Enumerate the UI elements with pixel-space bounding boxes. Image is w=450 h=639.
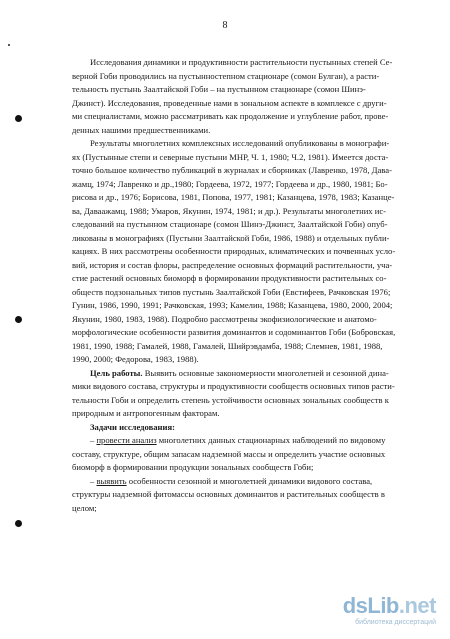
text-line: вий, история и состав флоры, распределение основных формаций растительности, уча-	[72, 259, 393, 270]
text-line: денных нашими предшественниками.	[72, 124, 211, 135]
binder-hole-top	[15, 115, 22, 122]
text-line	[72, 367, 396, 381]
text-line: составу, структуре, общим запасам надземной массы и определить участие основных	[72, 448, 386, 459]
paragraph-intro	[72, 56, 396, 137]
paragraph-publications	[72, 137, 396, 367]
text-line: целом;	[72, 502, 97, 513]
text-line: мики видового состава, структуры и продуктивности сообществ основных типов расти-	[72, 381, 395, 391]
text-line: верной Гоби проводились на пустынностепном стационаре (сомон Булган), а расти-	[72, 70, 380, 81]
watermark-logo-domain: .net	[398, 593, 436, 618]
watermark-logo	[343, 595, 436, 617]
watermark-subtitle: библиотека диссертаций	[355, 619, 436, 626]
task-dash: –	[90, 435, 97, 445]
scan-speck	[8, 44, 10, 46]
text-line: Якунин, 1980, 1983, 1988). Подробно рассмотрены экофизиологические и анатомо-	[72, 313, 377, 324]
task-verb: провести анализ	[96, 435, 157, 445]
task-verb: выявить	[96, 475, 127, 486]
task-text: многолетних данных стационарных наблюдений по видовому	[156, 435, 386, 445]
paragraph-goal	[72, 367, 396, 421]
text-line: структуры надземной фитомассы основных доминантов и растительных сообществ в	[72, 489, 385, 499]
text-line: Гунин, 1986, 1990, 1991; Рачковская, 1993; Камелин, 1988; Казанцева, 1980, 2000, 2004;	[72, 300, 393, 310]
text-line: Исследования динамики и продуктивности растительности пустынных степей Се-	[90, 57, 393, 67]
text-line: жамц, 1974; Лавренко и др.,1980; Гордеева, 1972, 1977; Гордеева и др., 1980, 1981; Бо-	[72, 178, 388, 189]
body-text	[72, 56, 396, 515]
page-number: 8	[222, 20, 228, 31]
text-line: тельности Гоби и определить степень устойчивости основных зональных сообществ к	[72, 394, 389, 405]
text-line: обществ подзональных типов пустынь Заалтайской Гоби (Евстифеев, Рачковская 1976;	[72, 286, 391, 297]
task-dash: –	[90, 475, 97, 486]
dslib-watermark	[340, 595, 436, 631]
text-line: рисова и др., 1976; Борисова, 1981, Попова, 1977, 1981; Казанцева, 1978, 1983; Казанце-	[72, 192, 395, 202]
text-line: ликованы в монографиях (Пустыни Заалтайской Гоби, 1986, 1988) и отдельных публи-	[72, 232, 390, 243]
text-line: 1981, 1990, 1988; Гамалей, 1988, Гамалей, Шийрэвдамба, 1988; Слемнев, 1981, 1988,	[72, 340, 383, 351]
task-item	[72, 434, 396, 448]
task-text: особенности сезонной и многолетней динамики видового состава,	[126, 475, 373, 486]
text-line: 1990, 2000; Федорова, 1983, 1988).	[72, 354, 199, 364]
text-line: биоморф в формировании продукции зональных сообществ Гоби;	[72, 462, 314, 472]
tasks-section	[72, 421, 396, 516]
text-line: морфологические особенности развития доминантов и содоминантов Гоби (Бобровская,	[72, 327, 396, 337]
task-item	[72, 475, 396, 489]
text-line: следований на пустынном стационаре (сомон Шинэ-Джинст, Заалтайской Гоби) опуб-	[72, 219, 388, 229]
text-line: стие растений основных биоморф в формировании продуктивности растительных со-	[72, 273, 387, 283]
goal-label: Цель работы.	[90, 367, 143, 378]
text-line: Результаты многолетних комплексных исследований опубликованы в монографи-	[90, 138, 390, 148]
text-line: природным и антропогенным факторам.	[72, 408, 220, 418]
goal-text: Выявить основные закономерности многолетней и сезонной дина-	[142, 367, 389, 378]
text-line: точно большое количество публикаций в журналах и сборниках (Лавренко, 1978, Дава-	[72, 165, 392, 175]
text-line: кациях. В них рассмотрены особенности природных, климатических и почвенных усло-	[72, 246, 396, 256]
text-line: ва, Даваажамц, 1988; Умаров, Якунин, 1974, 1981; и др.). Результаты многолетних ис-	[72, 205, 387, 216]
text-line: тельность пустынь Заалтайской Гоби – на пустынном стационаре (сомон Шинэ-	[72, 84, 366, 94]
binder-hole-middle	[15, 316, 22, 323]
text-line: ях (Пустынные степи и северные пустыни МНР, Ч. 1, 1980; Ч.2, 1981). Имеется доста-	[72, 151, 389, 162]
binder-hole-bottom	[15, 520, 22, 527]
text-line: ми специалистами, можно рассматривать как продолжение и углубление работ, прове-	[72, 111, 389, 121]
text-line: Джинст). Исследования, проведенные нами в зональном аспекте в комплексе с други-	[72, 97, 387, 108]
tasks-heading: Задачи исследования:	[90, 421, 175, 432]
watermark-logo-main: dsLib	[342, 593, 399, 618]
